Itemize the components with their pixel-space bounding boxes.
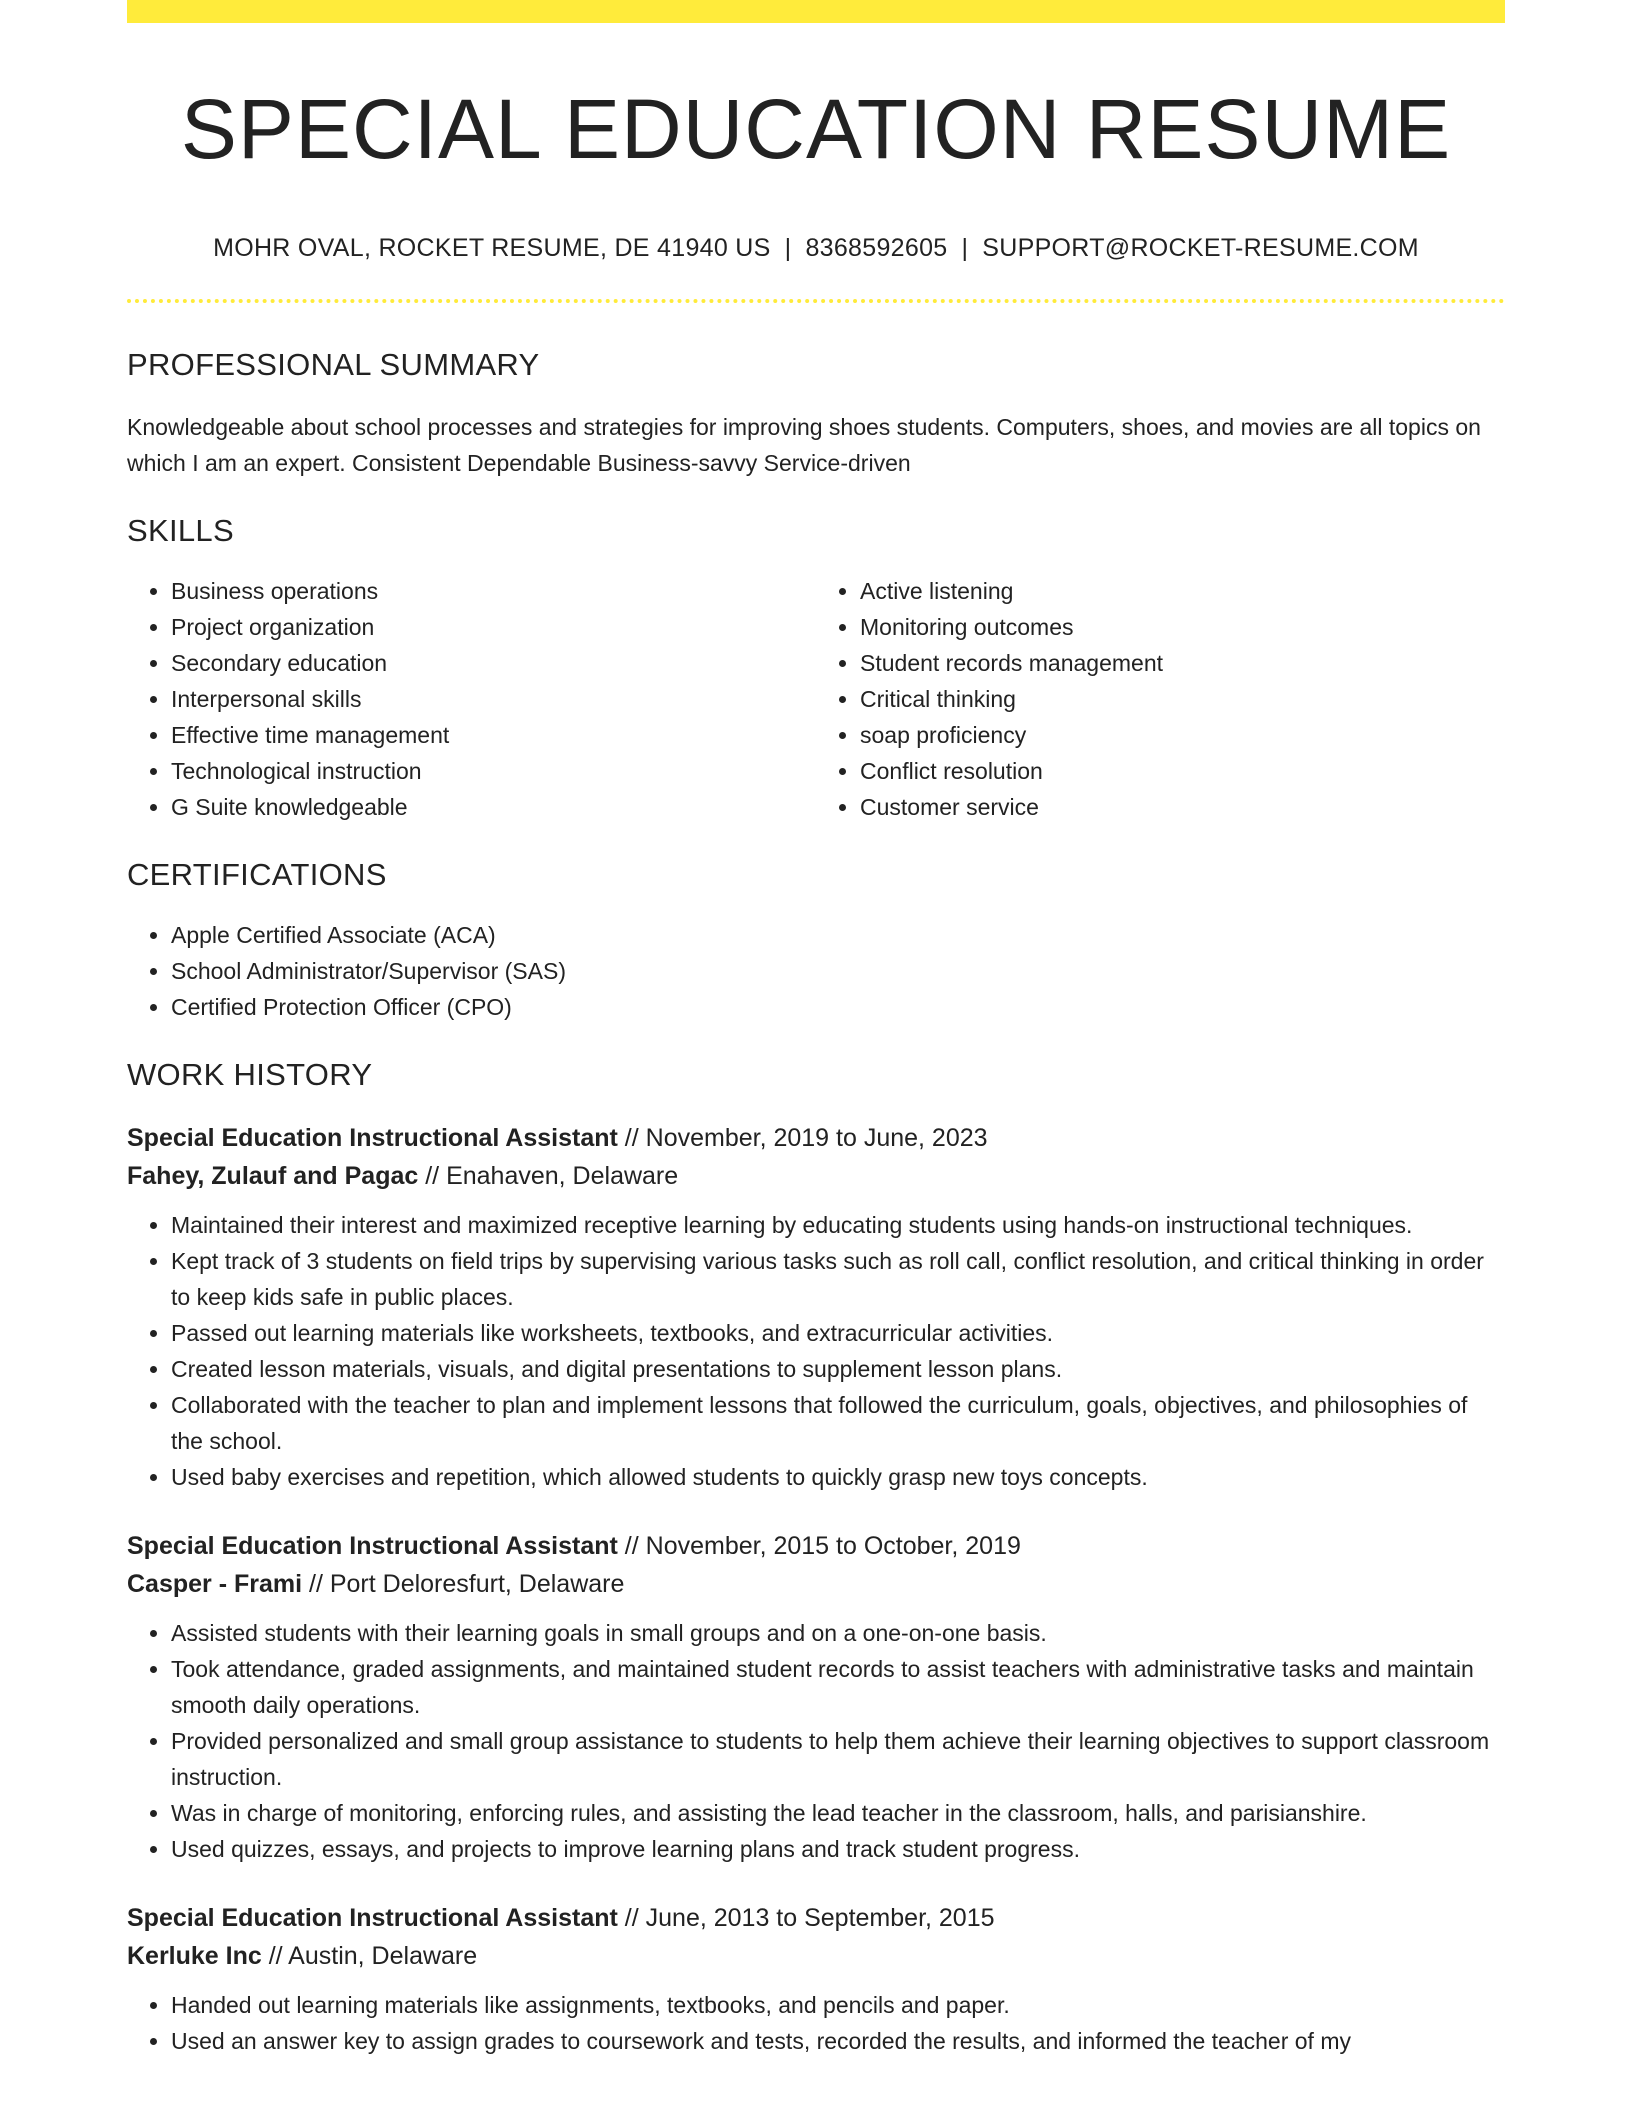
skill-item: • Student records management	[860, 645, 1505, 681]
skill-item: • Conflict resolution	[860, 753, 1505, 789]
certification-item: • Apple Certified Associate (ACA)	[171, 917, 1505, 953]
job-title: Special Education Instructional Assistant	[127, 1532, 618, 1560]
job-bullet: • Kept track of 3 students on field trips by supervising various tasks such as roll call, conflict resolution, and critical thinking in order to keep kids safe in public places.	[171, 1243, 1505, 1315]
skill-item: • Critical thinking	[860, 681, 1505, 717]
job-bullet: • Took attendance, graded assignments, and maintained student records to assist teachers with administrative tasks and maintain smooth daily operations.	[171, 1651, 1505, 1723]
job-bullet: • Used quizzes, essays, and projects to improve learning plans and track student progress.	[171, 1831, 1505, 1867]
job-bullet: • Assisted students with their learning goals in small groups and on a one-on-one basis.	[171, 1615, 1505, 1651]
job-location: // Austin, Delaware	[261, 1942, 478, 1970]
certification-item: • Certified Protection Officer (CPO)	[171, 989, 1505, 1025]
job-entry	[127, 1119, 1505, 1495]
skills-columns	[127, 573, 1505, 825]
job-bullet-list	[127, 1207, 1505, 1495]
job-company: Fahey, Zulauf and Pagac	[127, 1162, 419, 1190]
job-location: // Enahaven, Delaware	[418, 1162, 679, 1190]
skills-heading: SKILLS	[127, 513, 234, 548]
skill-item: • Effective time management	[171, 717, 816, 753]
skill-item: • Project organization	[171, 609, 816, 645]
job-bullet: • Created lesson materials, visuals, and digital presentations to supplement lesson plans.	[171, 1351, 1505, 1387]
job-title-line	[127, 1119, 1505, 1157]
skill-item: • Customer service	[860, 789, 1505, 825]
skill-item: • Business operations	[171, 573, 816, 609]
job-dates: // November, 2015 to October, 2019	[617, 1532, 1021, 1560]
contact-separator: |	[961, 234, 969, 262]
job-title-line	[127, 1527, 1505, 1565]
contact-line	[127, 233, 1505, 263]
skills-list-right	[816, 573, 1505, 825]
contact-phone: 8368592605	[805, 234, 948, 262]
summary-heading: PROFESSIONAL SUMMARY	[127, 347, 540, 382]
job-bullet: • Collaborated with the teacher to plan and implement lessons that followed the curriculum, goals, objectives, and philosophies of the school.	[171, 1387, 1505, 1459]
skill-item: • Secondary education	[171, 645, 816, 681]
job-bullet-list	[127, 1987, 1505, 2059]
job-title: Special Education Instructional Assistant	[127, 1124, 618, 1152]
skill-item: • Interpersonal skills	[171, 681, 816, 717]
contact-email: SUPPORT@ROCKET-RESUME.COM	[982, 234, 1419, 262]
resume-title: SPECIAL EDUCATION RESUME	[180, 82, 1452, 176]
job-title-line	[127, 1899, 1505, 1937]
dotted-divider	[127, 299, 1505, 303]
job-title: Special Education Instructional Assistant	[127, 1904, 618, 1932]
skill-item: • soap proficiency	[860, 717, 1505, 753]
job-bullet: • Was in charge of monitoring, enforcing rules, and assisting the lead teacher in the classroom, halls, and parisianshire.	[171, 1795, 1505, 1831]
certifications-heading: CERTIFICATIONS	[127, 857, 387, 892]
job-company-line	[127, 1937, 1505, 1975]
job-bullet: • Handed out learning materials like assignments, textbooks, and pencils and paper.	[171, 1987, 1505, 2023]
job-dates: // November, 2019 to June, 2023	[617, 1124, 988, 1152]
job-entry	[127, 1527, 1505, 1867]
work-history-heading: WORK HISTORY	[127, 1057, 373, 1092]
job-bullet: • Passed out learning materials like worksheets, textbooks, and extracurricular activities.	[171, 1315, 1505, 1351]
skill-item: • Monitoring outcomes	[860, 609, 1505, 645]
job-location: // Port Deloresfurt, Delaware	[302, 1570, 625, 1598]
summary-text: Knowledgeable about school processes and strategies for improving shoes students. Computers, shoes, and movies are all topics on which I am an expert. Consistent Dependable Business-savvy Service-driven	[127, 414, 1481, 476]
job-entry	[127, 1899, 1505, 2059]
job-bullet: • Used an answer key to assign grades to coursework and tests, recorded the results, and informed the teacher of my	[171, 2023, 1505, 2059]
skill-item: • G Suite knowledgeable	[171, 789, 816, 825]
job-bullet: • Used baby exercises and repetition, which allowed students to quickly grasp new toys concepts.	[171, 1459, 1505, 1495]
accent-top-bar	[127, 0, 1505, 23]
certification-item: • School Administrator/Supervisor (SAS)	[171, 953, 1505, 989]
job-company: Casper - Frami	[127, 1570, 303, 1598]
job-dates: // June, 2013 to September, 2015	[617, 1904, 995, 1932]
job-company-line	[127, 1157, 1505, 1195]
resume-page	[127, 0, 1505, 2059]
job-company-line	[127, 1565, 1505, 1603]
certifications-list	[127, 917, 1505, 1025]
skills-list-left	[127, 573, 816, 825]
job-bullet: • Provided personalized and small group assistance to students to help them achieve their learning objectives to support classroom instruction.	[171, 1723, 1505, 1795]
contact-address: MOHR OVAL, ROCKET RESUME, DE 41940 US	[213, 234, 771, 262]
job-company: Kerluke Inc	[127, 1942, 262, 1970]
skill-item: • Active listening	[860, 573, 1505, 609]
job-bullet-list	[127, 1615, 1505, 1867]
job-bullet: • Maintained their interest and maximized receptive learning by educating students using hands-on instructional techniques.	[171, 1207, 1505, 1243]
skill-item: • Technological instruction	[171, 753, 816, 789]
contact-separator: |	[784, 234, 792, 262]
